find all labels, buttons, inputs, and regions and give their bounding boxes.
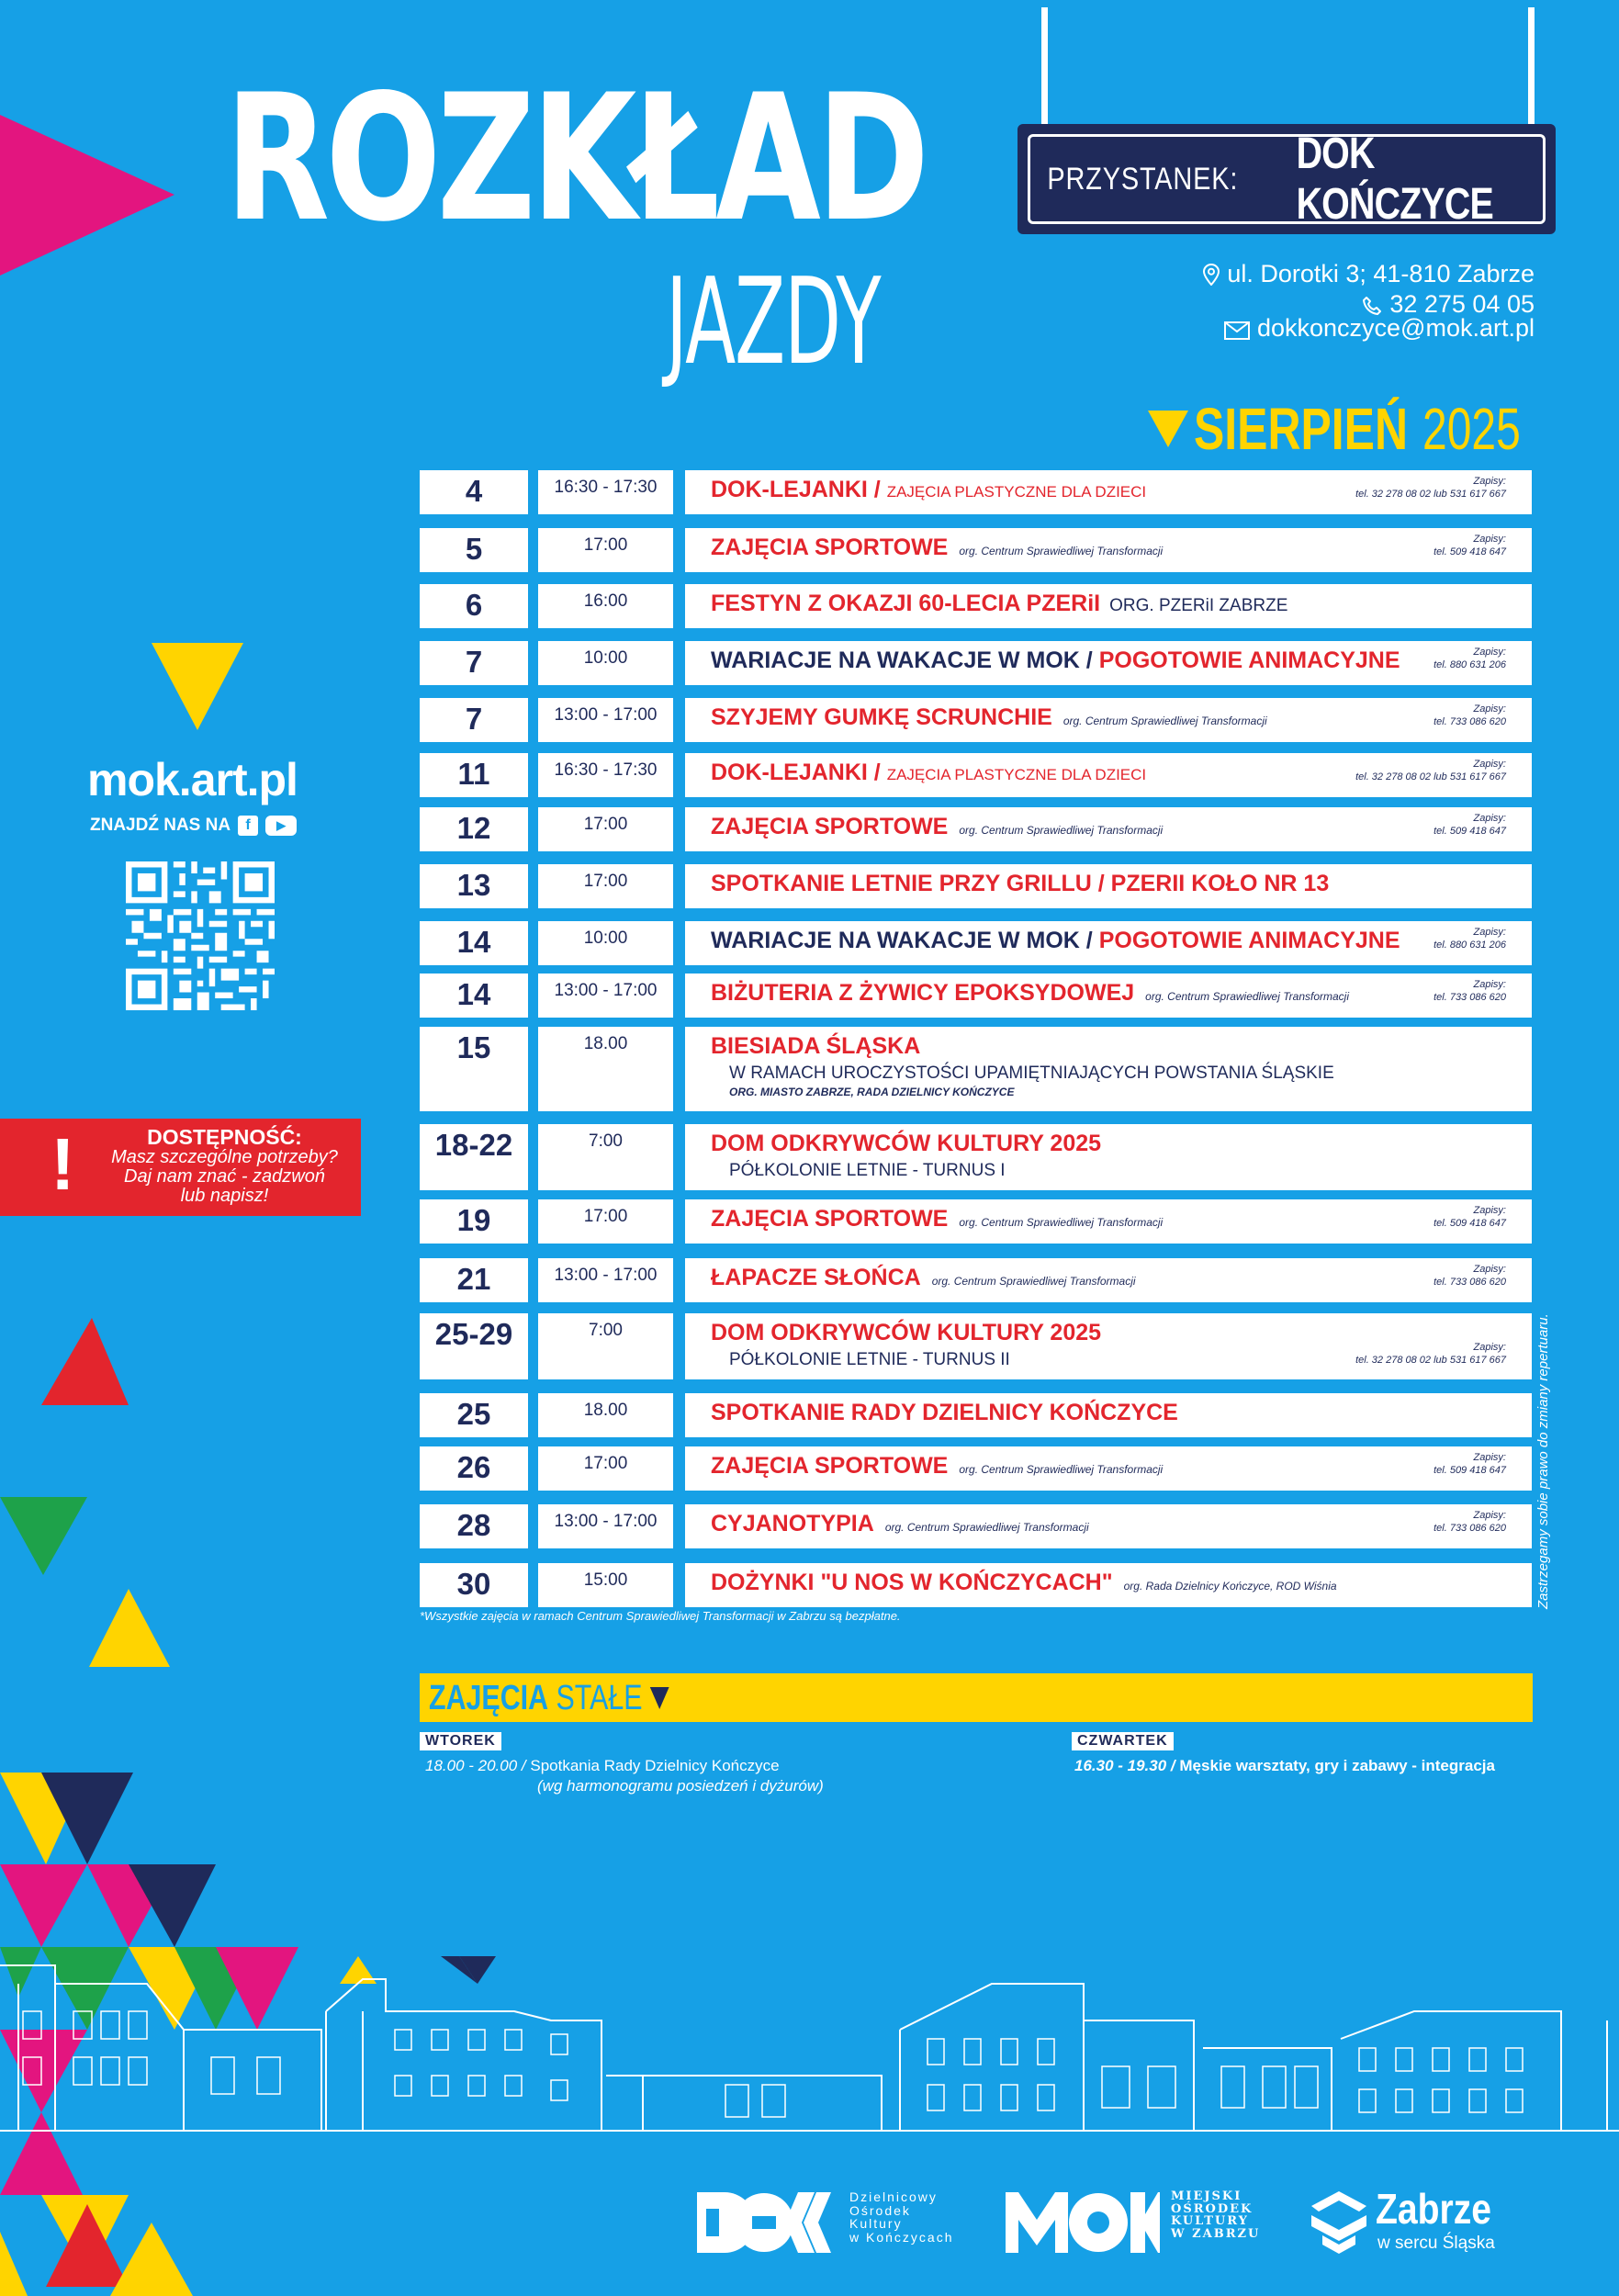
- signup-phone[interactable]: tel. 509 418 647: [1433, 1218, 1506, 1230]
- month-header: [1148, 395, 1535, 463]
- event-organizer: org. Centrum Sprawiedliwej Transformacji: [884, 1521, 1089, 1534]
- event-time: 17:00: [583, 1454, 628, 1473]
- event-cell: [685, 1027, 1532, 1111]
- signup-info: [1433, 1204, 1506, 1231]
- event-title: DOŻYNKI "U NOS W KOŃCZYCACH": [711, 1570, 1113, 1595]
- event-organizer: ORG. MIASTO ZABRZE, RADA DZIELNICY KOŃCZYCE: [729, 1086, 1015, 1098]
- time-cell: [538, 470, 673, 514]
- signup-label: Zapisy:: [1473, 1510, 1506, 1521]
- dok-logo-line3: Kultury: [849, 2216, 903, 2232]
- tuesday-label: WTOREK: [420, 1732, 501, 1750]
- schedule-row: [420, 528, 1532, 572]
- event-time: 13:00 - 17:00: [554, 705, 658, 725]
- day-cell: [420, 641, 528, 685]
- schedule-row: [420, 470, 1532, 514]
- day-number: 15: [456, 1030, 491, 1064]
- event-time: 13:00 - 17:00: [554, 1266, 658, 1285]
- day-number: 19: [456, 1203, 491, 1237]
- signup-phone[interactable]: tel. 32 278 08 02 lub 531 617 667: [1355, 1355, 1506, 1367]
- sign-post-left: [1041, 7, 1048, 131]
- event-main: [711, 1131, 1101, 1157]
- thursday-label: CZWARTEK: [1072, 1732, 1174, 1750]
- accessibility-line2: Daj nam znać - zadzwoń: [124, 1166, 325, 1187]
- signup-phone[interactable]: tel. 733 086 620: [1433, 716, 1506, 728]
- event-subtitle: ZAJĘCIA PLASTYCZNE DLA DZIECI: [886, 766, 1147, 783]
- event-details: PÓŁKOLONIE LETNIE - TURNUS I: [729, 1161, 1006, 1180]
- day-cell: [420, 1027, 528, 1111]
- event-organizer: org. Centrum Sprawiedliwej Transformacji: [1062, 715, 1267, 727]
- signup-phone[interactable]: tel. 880 631 206: [1433, 659, 1506, 671]
- schedule-row: [420, 753, 1532, 797]
- event-title: ŁAPACZE SŁOŃCA: [711, 1265, 921, 1290]
- tuesday-note: (wg harmonogramu posiedzeń i dyżurów): [537, 1777, 824, 1795]
- event-title: DOM ODKRYWCÓW KULTURY 2025: [711, 1320, 1102, 1345]
- event-main: [711, 1511, 1089, 1537]
- time-cell: [538, 864, 673, 908]
- event-time: 18.00: [583, 1034, 628, 1053]
- time-cell: [538, 1258, 673, 1302]
- event-organizer: org. Centrum Sprawiedliwej Transformacji: [959, 545, 1164, 557]
- phone-icon: [1362, 296, 1382, 316]
- event-title: POGOTOWIE ANIMACYJNE: [1098, 928, 1400, 953]
- signup-info: [1433, 1263, 1506, 1289]
- event-details: W RAMACH UROCZYSTOŚCI UPAMIĘTNIAJĄCYCH POWSTANIA ŚLĄSKIE: [729, 1064, 1334, 1083]
- event-main: [711, 1570, 1337, 1596]
- tuesday-time: 18.00 - 20.00 /: [425, 1757, 526, 1774]
- accessibility-line1: Masz szczególne potrzeby?: [111, 1147, 338, 1168]
- event-main: [711, 1453, 1163, 1480]
- day-cell: [420, 753, 528, 797]
- event-time: 17:00: [583, 1207, 628, 1226]
- event-cell: [685, 1393, 1532, 1437]
- event-main: [711, 871, 1329, 897]
- signup-label: Zapisy:: [1473, 534, 1506, 545]
- day-cell: [420, 1393, 528, 1437]
- event-title: DOM ODKRYWCÓW KULTURY 2025: [711, 1131, 1102, 1156]
- event-title: ZAJĘCIA SPORTOWE: [711, 1453, 949, 1479]
- event-main: [711, 1265, 1136, 1291]
- month-triangle-icon: [1148, 411, 1188, 447]
- event-main: [711, 647, 1400, 674]
- event-cell: [685, 974, 1532, 1018]
- event-title: CYJANOTYPIA: [711, 1511, 874, 1536]
- event-time: 7:00: [589, 1321, 623, 1340]
- event-cell: [685, 1313, 1532, 1379]
- schedule-row: [420, 641, 1532, 685]
- thursday-entry: [1074, 1757, 1495, 1775]
- schedule-row: [420, 698, 1532, 742]
- regular-classes-header: [420, 1673, 1533, 1722]
- event-cell: [685, 921, 1532, 965]
- day-number: 14: [456, 925, 491, 959]
- schedule-row: [420, 864, 1532, 908]
- schedule-row: [420, 1313, 1532, 1379]
- event-cell: [685, 470, 1532, 514]
- signup-label: Zapisy:: [1473, 1452, 1506, 1463]
- day-number: 25-29: [434, 1317, 513, 1351]
- schedule-row: [420, 807, 1532, 851]
- website-link[interactable]: mok.art.pl: [87, 754, 298, 805]
- signup-phone[interactable]: tel. 733 086 620: [1433, 992, 1506, 1004]
- signup-label: Zapisy:: [1473, 927, 1506, 938]
- day-number: 7: [465, 645, 483, 679]
- event-time: 17:00: [583, 535, 628, 555]
- day-cell: [420, 1504, 528, 1548]
- signup-info: [1433, 1451, 1506, 1478]
- regular-classes-title-bold: ZAJĘCIA: [429, 1679, 549, 1717]
- title-main: ROZKŁAD: [225, 57, 926, 260]
- event-cell: [685, 1504, 1532, 1548]
- event-title: SPOTKANIE LETNIE PRZY GRILLU / PZERII KOŁO NR 13: [711, 871, 1330, 896]
- event-cell: [685, 1258, 1532, 1302]
- event-time: 10:00: [583, 648, 628, 668]
- event-time: 16:00: [583, 591, 628, 611]
- signup-info: [1355, 758, 1506, 784]
- time-cell: [538, 698, 673, 742]
- event-main: [711, 814, 1163, 840]
- event-cell: [685, 864, 1532, 908]
- day-cell: [420, 528, 528, 572]
- time-cell: [538, 1393, 673, 1437]
- event-time: 15:00: [583, 1570, 628, 1590]
- mail-icon: [1224, 321, 1250, 340]
- thursday-text: Męskie warsztaty, gry i zabawy - integracja: [1179, 1757, 1495, 1774]
- buildings-illustration: [0, 1929, 1619, 2149]
- mok-logo-line1: MIEJSKI: [1171, 2189, 1242, 2203]
- event-organizer: org. Centrum Sprawiedliwej Transformacji: [959, 1463, 1164, 1476]
- event-time: 17:00: [583, 872, 628, 891]
- dok-logo-line1: Dzielnicowy: [849, 2189, 938, 2204]
- dok-logo-icon: [695, 2190, 833, 2255]
- day-cell: [420, 1313, 528, 1379]
- event-organizer: org. Centrum Sprawiedliwej Transformacji: [959, 1216, 1164, 1229]
- event-cell: [685, 698, 1532, 742]
- contact-address: [1203, 260, 1535, 288]
- signup-label: Zapisy:: [1473, 476, 1506, 487]
- event-title: ZAJĘCIA SPORTOWE: [711, 535, 949, 560]
- day-number: 5: [465, 532, 483, 566]
- day-number: 11: [457, 757, 490, 791]
- dok-logo-text: [849, 2190, 953, 2245]
- mok-logo-line4: W ZABRZU: [1171, 2226, 1261, 2241]
- mok-logo-line3: KULTURY: [1171, 2214, 1249, 2229]
- mok-logo-icon: [1004, 2190, 1160, 2255]
- day-cell: [420, 1124, 528, 1190]
- event-cell: [685, 1563, 1532, 1607]
- signup-info: [1433, 533, 1506, 559]
- zabrze-logo-icon: [1304, 2188, 1373, 2257]
- schedule-row: [420, 1258, 1532, 1302]
- event-main: [711, 477, 1146, 503]
- time-cell: [538, 1124, 673, 1190]
- time-cell: [538, 1504, 673, 1548]
- signup-label: Zapisy:: [1473, 647, 1506, 658]
- find-us: [90, 816, 297, 836]
- time-cell: [538, 1563, 673, 1607]
- event-time: 16:30 - 17:30: [554, 760, 658, 780]
- schedule-row: [420, 1027, 1532, 1111]
- event-main: [711, 760, 1146, 786]
- event-cell: [685, 753, 1532, 797]
- signup-phone[interactable]: tel. 32 278 08 02 lub 531 617 667: [1355, 489, 1506, 501]
- footnote: *Wszystkie zajęcia w ramach Centrum Sprawiedliwej Transformacji w Zabrzu są bezpłatne.: [420, 1609, 901, 1623]
- day-number: 30: [456, 1567, 491, 1601]
- sign-label: PRZYSTANEK:: [1047, 161, 1239, 197]
- title-sub: JAZDY: [666, 252, 881, 391]
- down-triangle-icon: [650, 1687, 669, 1709]
- dok-logo-line2: Ośrodek: [849, 2202, 911, 2218]
- event-time: 16:30 - 17:30: [554, 478, 658, 497]
- event-title: FESTYN Z OKAZJI 60-LECIA PZERiI: [711, 591, 1101, 616]
- event-main: [711, 704, 1267, 731]
- accessibility-box: [0, 1119, 361, 1216]
- event-organizer: org. Centrum Sprawiedliwej Transformacji: [1145, 990, 1350, 1003]
- time-cell: [538, 1313, 673, 1379]
- signup-info: [1355, 475, 1506, 501]
- signup-info: [1433, 646, 1506, 672]
- day-number: 26: [456, 1450, 491, 1484]
- time-cell: [538, 1027, 673, 1111]
- repertoire-note: Zastrzegamy sobie prawo do zmiany repertuaru.: [1535, 1313, 1551, 1609]
- time-cell: [538, 528, 673, 572]
- signup-info: [1433, 812, 1506, 838]
- event-main: [711, 535, 1163, 561]
- tuesday-entry: [425, 1757, 780, 1775]
- event-time: 18.00: [583, 1401, 628, 1420]
- dok-logo-line4: w Kończycach: [849, 2230, 954, 2245]
- signup-phone[interactable]: tel. 509 418 647: [1433, 546, 1506, 558]
- event-subtitle: ZAJĘCIA PLASTYCZNE DLA DZIECI: [886, 483, 1147, 501]
- day-number: 28: [456, 1508, 491, 1542]
- day-number: 14: [456, 977, 491, 1011]
- thursday-time: 16.30 - 19.30 /: [1074, 1757, 1175, 1774]
- event-title: SZYJEMY GUMKĘ SCRUNCHIE: [711, 704, 1052, 730]
- signup-label: Zapisy:: [1473, 979, 1506, 990]
- schedule-row: [420, 1504, 1532, 1548]
- day-number: 18-22: [434, 1128, 513, 1162]
- signup-info: [1355, 1341, 1506, 1367]
- schedule-row: [420, 921, 1532, 965]
- event-title-part: WARIACJE NA WAKACJE W MOK /: [711, 928, 1093, 953]
- day-number: 25: [456, 1397, 491, 1431]
- event-time: 17:00: [583, 815, 628, 834]
- phone-text: 32 275 04 05: [1389, 290, 1535, 318]
- schedule-row: [420, 1199, 1532, 1244]
- time-cell: [538, 584, 673, 628]
- schedule-row: [420, 974, 1532, 1018]
- day-cell: [420, 470, 528, 514]
- day-cell: [420, 1446, 528, 1491]
- day-cell: [420, 864, 528, 908]
- signup-label: Zapisy:: [1473, 703, 1506, 715]
- qr-code[interactable]: [126, 861, 275, 1010]
- event-cell: [685, 528, 1532, 572]
- day-number: 12: [456, 811, 491, 845]
- event-main: [711, 1400, 1178, 1426]
- schedule-row: [420, 1393, 1532, 1437]
- event-time: 7:00: [589, 1131, 623, 1151]
- time-cell: [538, 807, 673, 851]
- event-title: DOK-LEJANKI /: [711, 760, 881, 785]
- time-cell: [538, 1446, 673, 1491]
- regular-classes-title-rest: STAŁE: [556, 1679, 643, 1717]
- time-cell: [538, 1199, 673, 1244]
- event-main: [711, 1206, 1163, 1232]
- day-cell: [420, 974, 528, 1018]
- day-cell: [420, 698, 528, 742]
- event-time: 13:00 - 17:00: [554, 981, 658, 1000]
- event-main: [711, 980, 1349, 1007]
- event-title: BIESIADA ŚLĄSKA: [711, 1033, 921, 1059]
- exclamation-icon: !: [51, 1123, 75, 1205]
- youtube-icon[interactable]: ▶: [265, 816, 297, 836]
- facebook-icon[interactable]: f: [238, 816, 258, 836]
- mok-logo-line2: OŚRODEK: [1171, 2201, 1254, 2216]
- signup-info: [1433, 703, 1506, 729]
- schedule-row: [420, 1124, 1532, 1190]
- day-number: 7: [465, 702, 483, 736]
- day-number: 21: [456, 1262, 491, 1296]
- location-pin-icon: [1203, 264, 1220, 286]
- event-title-part: WARIACJE NA WAKACJE W MOK /: [711, 647, 1093, 673]
- event-title: BIŻUTERIA Z ŻYWICY EPOKSYDOWEJ: [711, 980, 1135, 1006]
- signup-info: [1433, 978, 1506, 1005]
- contact-email[interactable]: [1224, 314, 1535, 343]
- event-organizer: org. Centrum Sprawiedliwej Transformacji: [959, 824, 1164, 837]
- signup-label: Zapisy:: [1473, 1205, 1506, 1216]
- event-time: 10:00: [583, 929, 628, 948]
- event-main: [711, 591, 1287, 617]
- find-us-label: ZNAJDŹ NAS NA: [90, 816, 231, 835]
- sign-post-right: [1528, 7, 1535, 131]
- month-year: 2025: [1422, 396, 1521, 462]
- signup-phone[interactable]: tel. 509 418 647: [1433, 1465, 1506, 1477]
- schedule-row: [420, 1563, 1532, 1607]
- zabrze-logo-name: Zabrze: [1376, 2185, 1492, 2233]
- bus-stop-sign: [1017, 124, 1556, 234]
- event-cell: [685, 807, 1532, 851]
- signup-phone[interactable]: tel. 733 086 620: [1433, 1277, 1506, 1289]
- event-main: [711, 1033, 920, 1060]
- signup-label: Zapisy:: [1473, 1264, 1506, 1275]
- tuesday-text: Spotkania Rady Dzielnicy Kończyce: [530, 1757, 780, 1774]
- schedule-row: [420, 1446, 1532, 1491]
- signup-phone[interactable]: tel. 733 086 620: [1433, 1523, 1506, 1535]
- day-number: 4: [465, 474, 483, 508]
- event-cell: [685, 1124, 1532, 1190]
- event-organizer: org. Centrum Sprawiedliwej Transformacji: [931, 1275, 1136, 1288]
- day-cell: [420, 1199, 528, 1244]
- signup-label: Zapisy:: [1473, 813, 1506, 824]
- day-cell: [420, 921, 528, 965]
- event-cell: [685, 584, 1532, 628]
- event-cell: [685, 641, 1532, 685]
- schedule-row: [420, 584, 1532, 628]
- event-cell: [685, 1199, 1532, 1244]
- event-title: ZAJĘCIA SPORTOWE: [711, 1206, 949, 1232]
- signup-label: Zapisy:: [1473, 1342, 1506, 1353]
- signup-phone[interactable]: tel. 32 278 08 02 lub 531 617 667: [1355, 771, 1506, 783]
- time-cell: [538, 921, 673, 965]
- event-title: ZAJĘCIA SPORTOWE: [711, 814, 949, 839]
- event-title: DOK-LEJANKI /: [711, 477, 881, 502]
- day-cell: [420, 807, 528, 851]
- event-organizer: ORG. PZERiI ZABRZE: [1109, 596, 1288, 615]
- email-text: dokkonczyce@mok.art.pl: [1256, 314, 1535, 342]
- accessibility-heading: DOSTĘPNOŚĆ:: [147, 1125, 302, 1149]
- event-time: 13:00 - 17:00: [554, 1512, 658, 1531]
- accessibility-line3: lub napisz!: [180, 1186, 269, 1207]
- signup-label: Zapisy:: [1473, 759, 1506, 770]
- event-title: POGOTOWIE ANIMACYJNE: [1098, 647, 1400, 673]
- event-main: [711, 928, 1400, 954]
- month-name: SIERPIEŃ: [1193, 396, 1408, 462]
- sign-value: DOK KOŃCZYCE: [1296, 129, 1493, 229]
- event-organizer: org. Rada Dzielnicy Kończyce, ROD Wiśnia: [1123, 1580, 1337, 1593]
- day-cell: [420, 1258, 528, 1302]
- signup-info: [1433, 1509, 1506, 1536]
- mok-logo-text: [1171, 2190, 1260, 2241]
- day-cell: [420, 584, 528, 628]
- event-details: PÓŁKOLONIE LETNIE - TURNUS II: [729, 1350, 1010, 1369]
- event-main: [711, 1320, 1101, 1346]
- time-cell: [538, 641, 673, 685]
- day-number: 6: [465, 588, 483, 622]
- time-cell: [538, 753, 673, 797]
- event-cell: [685, 1446, 1532, 1491]
- day-number: 13: [456, 868, 491, 902]
- signup-phone[interactable]: tel. 509 418 647: [1433, 826, 1506, 838]
- address-text: ul. Dorotki 3; 41-810 Zabrze: [1227, 260, 1535, 287]
- signup-phone[interactable]: tel. 880 631 206: [1433, 940, 1506, 951]
- zabrze-logo-tagline: w sercu Śląska: [1377, 2234, 1495, 2253]
- time-cell: [538, 974, 673, 1018]
- day-cell: [420, 1563, 528, 1607]
- event-title: SPOTKANIE RADY DZIELNICY KOŃCZYCE: [711, 1400, 1178, 1425]
- signup-info: [1433, 926, 1506, 952]
